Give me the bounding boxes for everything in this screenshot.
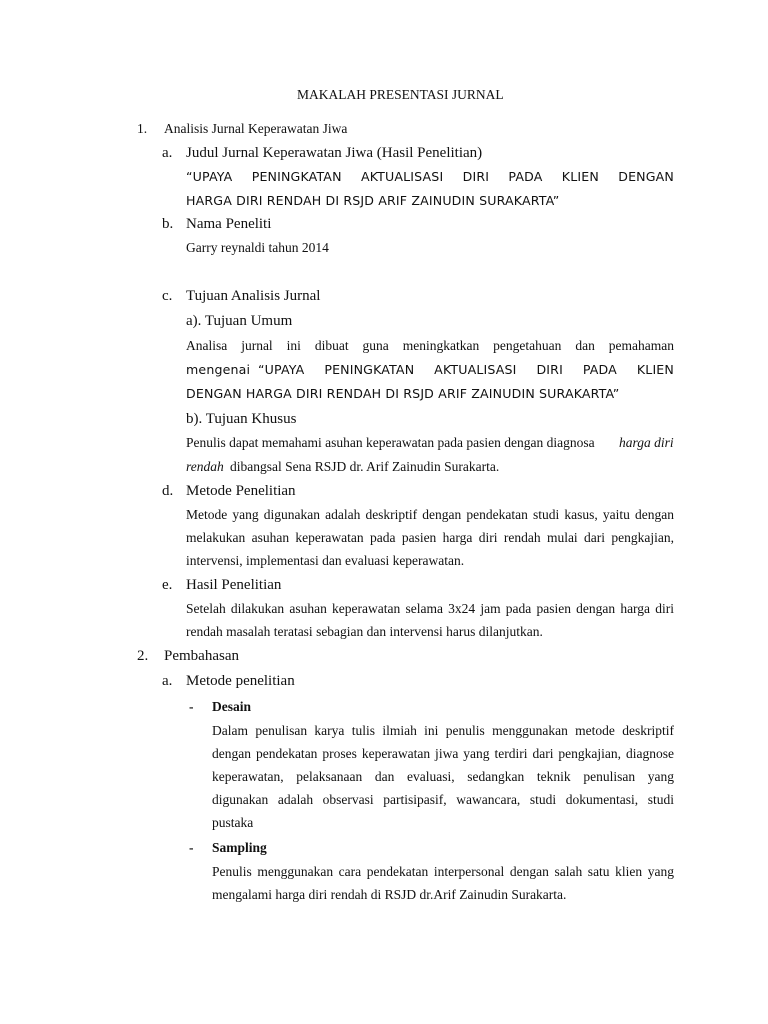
item-a-letter: a. — [162, 145, 173, 161]
section-1-number: 1. — [137, 121, 148, 136]
sampling-heading: Sampling — [212, 840, 267, 855]
desain-line-3: keperawatan, pelaksanaan dan evaluasi, sedangkan teknik penulisan yang — [212, 769, 674, 784]
specific-purpose-line-1b: harga diri — [619, 435, 674, 450]
result-line-2: rendah masalah teratasi sebagian dan intervensi harus dilanjutkan. — [186, 624, 543, 639]
desain-bullet: - — [189, 699, 194, 714]
desain-line-1: Dalam penulisan karya tulis ilmiah ini penulis menggunakan metode deskriptif — [212, 723, 674, 738]
specific-purpose-line-1a: Penulis dapat memahami asuhan keperawatan pada pasien dengan diagnosa — [186, 435, 595, 450]
item-d-heading: Metode Penelitian — [186, 483, 296, 499]
researcher-name: Garry reynaldi tahun 2014 — [186, 240, 329, 255]
journal-title-line-2: HARGA DIRI RENDAH DI RSJD ARIF ZAINUDIN SURAKARTA” — [186, 193, 560, 208]
method-line-1: Metode yang digunakan adalah deskriptif dengan pendekatan studi kasus, yaitu dengan — [186, 507, 674, 522]
desain-line-2: dengan pendekatan proses keperawatan jiwa yang terdiri dari pengkajian, diagnose — [212, 746, 674, 761]
general-purpose-heading: a). Tujuan Umum — [186, 313, 293, 329]
item-d-letter: d. — [162, 483, 174, 499]
method-line-2: melakukan asuhan keperawatan pada pasien harga diri rendah mulai dari pengkajian, — [186, 530, 674, 545]
specific-purpose-line-2b: dibangsal Sena RSJD dr. Arif Zainudin Surakarta. — [230, 459, 500, 474]
section-2-heading: Pembahasan — [164, 648, 239, 664]
desain-heading: Desain — [212, 699, 252, 714]
general-purpose-line-3: DENGAN HARGA DIRI RENDAH DI RSJD ARIF ZAINUDIN SURAKARTA” — [186, 386, 620, 401]
general-purpose-line-1: Analisa jurnal ini dibuat guna meningkatkan pengetahuan dan pemahaman — [186, 338, 674, 353]
section-1-heading: Analisis Jurnal Keperawatan Jiwa — [164, 121, 348, 136]
item-e-letter: e. — [162, 577, 173, 593]
desain-line-5: pustaka — [212, 815, 254, 830]
discussion-item-a-heading: Metode penelitian — [186, 673, 295, 689]
method-line-3: intervensi, implementasi dan evaluasi keperawatan. — [186, 553, 465, 568]
journal-title-line-1: “UPAYA PENINGKATAN AKTUALISASI DIRI PADA KLIEN DENGAN — [186, 169, 674, 184]
result-line-1: Setelah dilakukan asuhan keperawatan selama 3x24 jam pada pasien dengan harga diri — [186, 601, 674, 616]
item-c-heading: Tujuan Analisis Jurnal — [186, 288, 321, 304]
specific-purpose-line-2a: rendah — [186, 459, 224, 474]
page-title: MAKALAH PRESENTASI JURNAL — [297, 87, 504, 102]
item-c-letter: c. — [162, 288, 173, 304]
item-b-heading: Nama Peneliti — [186, 216, 272, 232]
item-b-letter: b. — [162, 216, 174, 232]
desain-line-4: digunakan adalah observasi partisipasif, wawancara, studi dokumentasi, studi — [212, 792, 674, 807]
sampling-line-1: Penulis menggunakan cara pendekatan interpersonal dengan salah satu klien yang — [212, 864, 674, 879]
sampling-line-2: mengalami harga diri rendah di RSJD dr.Arif Zainudin Surakarta. — [212, 887, 567, 902]
general-purpose-line-2b: “UPAYA PENINGKATAN AKTUALISASI DIRI PADA KLIEN — [258, 362, 674, 377]
discussion-item-a-letter: a. — [162, 673, 173, 689]
general-purpose-line-2a: mengenai — [186, 362, 251, 377]
item-a-heading: Judul Jurnal Keperawatan Jiwa (Hasil Penelitian) — [186, 145, 483, 161]
sampling-bullet: - — [189, 840, 194, 855]
specific-purpose-heading: b). Tujuan Khusus — [186, 411, 297, 427]
section-2-number: 2. — [137, 648, 149, 664]
item-e-heading: Hasil Penelitian — [186, 577, 282, 593]
